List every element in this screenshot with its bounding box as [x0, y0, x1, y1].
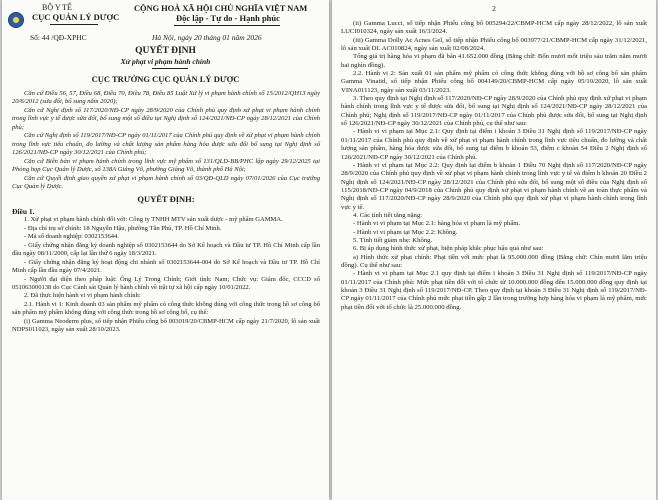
agency-name: CỤC QUẢN LÝ DƯỢC	[32, 12, 120, 22]
preamble-paragraph: Căn cứ Biên bản vi phạm hành chính trong lĩnh vực mỹ phẩm số 131/QLD-BB/PHC lập ngày 29/12/2025 tại Phòng họp Cục Quản lý Dược, số 138A Giảng Võ, phường Giảng Võ, thành phố Hà Nội;	[12, 157, 320, 174]
article-item: - Mã số doanh nghiệp: 0302153644.	[24, 233, 119, 241]
body-paragraph: Tổng giá trị hàng hóa vi phạm đã bán 41.652.000 đồng (Bằng chữ: Bốn mươi mốt triệu sáu trăm năm mươi hai nghìn đồng).	[341, 53, 647, 69]
article-item: 1. Xử phạt vi phạm hành chính đối với: Công ty TNHH MTV sản xuất dược - mỹ phẩm GAMMA.	[24, 216, 283, 224]
article-item: (i) Gamma Neoderm plus, số tiếp nhận Phiếu công bố 003019/20/CBMP-HCM cấp ngày 21/7/2020, lô sản xuất NDPS011023, ngày sản xuất 28/10/2023.	[12, 317, 320, 334]
document-page-1	[2, 0, 329, 500]
article-item: 2. Đã thực hiện hành vi vi phạm hành chính:	[24, 292, 141, 300]
document-number: Số: 44 /QĐ-XPHC	[30, 33, 87, 42]
page-number: 2	[492, 4, 496, 13]
body-paragraph: - Hành vi vi phạm tại Mục 2.1: hàng hóa vi phạm là mỹ phẩm.	[353, 220, 521, 228]
motto-underline	[174, 25, 280, 26]
preamble-paragraph: Căn cứ Nghị định số 119/2017/NĐ-CP ngày 01/11/2017 của Chính phủ quy định về xử phạt vi phạm hành chính trong lĩnh vực tiêu chuẩn, đo lường và chất lượng sản phẩm hàng hóa được sửa đổi bổ sung tại Nghị định số 126/2021/NĐ-CP ngày 30/12/2021 của Chính phủ;	[12, 132, 320, 157]
page1-body	[12, 90, 320, 335]
article-item: - Địa chỉ trụ sở chính: 18 Nguyễn Hậu, phường Tân Phú, TP. Hồ Chí Minh.	[24, 224, 222, 232]
body-paragraph: 6. Bị áp dụng hình thức xử phạt, biện pháp khắc phục hậu quả như sau:	[353, 245, 544, 253]
document-page-2	[332, 0, 656, 500]
article-item: - Người đại diện theo pháp luật: Ông Lý Trong Chính; Giới tính: Nam; Chức vụ: Giám đốc, CCCD số 051063000138 do Cục Cảnh sát Quản lý hành chính về trật tự xã hội cấp ngày 10/01/2022.	[12, 275, 320, 291]
body-paragraph: 3. Theo quy định tại Nghị định số 117/2020/NĐ-CP ngày 28/9/2020 của Chính phủ quy định xử phạt vi phạm hành chính trong lĩnh vực y tế được sửa đổi, bổ sung tại Nghị định số 124/2021/NĐ-CP ngày 28/12/2021 của Chính phủ; Nghị định số 119/2017/NĐ-CP ngày 01/11/2017 của Chính phủ được sửa đổi, bổ sung tại Nghị định số 126/2021/NĐ-CP ngày 30/12/2021 của Chính phủ, cụ thể như sau:	[341, 95, 647, 128]
page2-body	[341, 20, 647, 312]
article-item: - Giấy chứng nhận đăng ký doanh nghiệp số 0302153644 do Sở Kế hoạch và Đầu tư TP. Hồ Chí Minh cấp lần đầu ngày 08/11/2000, cấp lại lần thứ 6 ngày 18/3/2021.	[12, 241, 320, 258]
body-paragraph: - Hành vi vi phạm tại Mục 2.2: Quy định tại điểm b khoản 1 Điều 70 Nghị định số 117/2020/NĐ-CP ngày 28/9/2020 của Chính phủ quy định về xử phạt vi phạm hành chính trong lĩnh vực y tế và điểm b khoản 20 Điều 2 Nghị định số 124/2021/NĐ-CP ngày 28/12/2021 của Chính phủ sửa đổi, bổ sung một số điều của Nghị định số 115/2018/NĐ-CP ngày 04/9/2018 của Chính phủ quy định xử phạt vi phạm hành chính về an toàn thực phẩm và Nghị định số 117/2020/NĐ-CP ngày 28/9/2020 của Chính phủ quy định xử phạt vi phạm hành chính trong lĩnh vực y tế.	[341, 161, 647, 211]
title-underline	[152, 68, 188, 69]
body-paragraph: 4. Các tình tiết tăng nặng:	[353, 211, 423, 219]
body-paragraph: (iii) Gamma Dolly Ac Acnes Gel, số tiếp nhận Phiếu công bố 003977/21/CBMP-HCM cấp ngày 31/12/2021, lô sản xuất DL AC010824, ngày sản xuất 02/08/2024.	[341, 36, 647, 53]
ministry-name: BỘ Y TẾ	[42, 3, 72, 12]
body-paragraph: - Hành vi vi phạm tại Mục 2.1: Quy định tại điểm i khoản 3 Điều 31 Nghị định số 119/2017/NĐ-CP ngày 01/11/2017 của Chính phủ quy định về xử phạt vi phạm hành chính trong lĩnh vực tiêu chuẩn, đo lường và chất lượng sản phẩm, hàng hóa được sửa đổi, bổ sung tại điểm b khoản 53, điểm c khoản 54 Điều 2 Nghị định số 126/2021/NĐ-CP ngày 30/12/2021 của Chính phủ.	[341, 128, 647, 161]
decision-title: QUYẾT ĐỊNH	[135, 46, 196, 56]
article-item: - Giấy chứng nhận đăng ký hoạt động chi nhánh số 0302153644-004 do Sở Kế hoạch và Đầu tư TP. Hồ Chí Minh cấp lần đầu ngày 07/4/2021.	[12, 258, 320, 275]
body-paragraph: 2.2. Hành vi 2: Sản xuất 01 sản phẩm mỹ phẩm có công thức không đúng với hồ sơ công bố sản phẩm Gamma Vinatid, số tiếp nhận Phiếu công bố 004149/20/CBMP-HCM cấp ngày 05/10/2020, lô sản xuất VINA011123, ngày sản xuất 03/11/2023.	[341, 70, 647, 94]
body-paragraph: (ii) Gamma Lucci, số tiếp nhận Phiếu công bố 005294/22/CBMP-HCM cấp ngày 28/12/2022, lô sản xuất LUCI010324, ngày sản xuất 16/3/2024.	[341, 20, 647, 36]
decision-heading: QUYẾT ĐỊNH:	[137, 194, 195, 205]
body-paragraph: - Hành vi vi phạm tại Mục 2.1 quy định tại điểm i khoản 3 Điều 31 Nghị định số 119/2017/NĐ-CP ngày 01/11/2017 của Chính phủ: Mức phạt tiền đối với tổ chức từ 10.000.000 đồng đến 15.000.000 đồng quy định tại khoản 3 Điều 31 Nghị định số 119/2017/NĐ-CP. Theo quy định tại khoản 3 Điều 31 Nghị định số 119/2017/NĐ-CP ngày 01/11/2017 của Chính phủ mức phạt tiền gấp 2 lần trong trường hợp hàng hóa vi phạm là mỹ phẩm, mức phạt tiền đối với tổ chức là 25.000.000 đồng.	[341, 270, 647, 311]
country-name: CỘNG HOÀ XÃ HỘI CHỦ NGHĨA VIỆT NAM	[134, 3, 308, 13]
preamble-paragraph: Căn cứ Nghị định số 117/2020/NĐ-CP ngày 28/9/2020 của Chính phủ quy định xử phạt vi phạm hành chính trong lĩnh vực y tế được sửa đổi, bổ sung một số điều tại Nghị định số 124/2021/NĐ-CP ngày 28/12/2021 của Chính phủ;	[12, 106, 320, 131]
body-paragraph: 5. Tình tiết giảm nhẹ: Không.	[353, 236, 433, 244]
ministry-emblem-icon	[8, 12, 24, 28]
article-item: 2.1. Hành vi 1: Kinh doanh 03 sản phẩm mỹ phẩm có công thức không đúng với công thức trong hồ sơ công bố sản phẩm mỹ phẩm không đúng với công thức trong hồ sơ công bố, cụ thể:	[12, 300, 320, 317]
body-paragraph: a) Hình thức xử phạt chính: Phạt tiền với mức phạt là 95.000.000 đồng (Bằng chữ: Chín mươi lăm triệu đồng). Cụ thể như sau:	[341, 253, 647, 269]
article-1-heading: Điều 1.	[12, 206, 35, 216]
decision-subtitle: Xử phạt vi phạm hành chính	[120, 57, 211, 66]
issuer-heading: CỤC TRƯỞNG CỤC QUẢN LÝ DƯỢC	[91, 74, 240, 84]
agency-underline	[50, 24, 98, 25]
document-date: Hà Nội, ngày 20 tháng 01 năm 2026	[152, 33, 262, 42]
preamble-paragraph: Căn cứ Quyết định giao quyền xử phạt vi phạm hành chính số 03/QĐ-QLD ngày 07/01/2026 của Cục trưởng Cục Quản lý Dược.	[12, 174, 320, 190]
body-paragraph: - Hành vi vi phạm tại Mục 2.2: Không.	[353, 228, 458, 236]
preamble-paragraph: Căn cứ Điều 56, 57, Điều 68, Điều 70, Điều 78, Điều 85 Luật Xử lý vi phạm hành chính số 15/2012/QH13 ngày 20/6/2012 (sửa đổi, bổ sung năm 2020);	[12, 90, 320, 106]
national-motto: Độc lập - Tự do - Hạnh phúc	[176, 13, 280, 23]
